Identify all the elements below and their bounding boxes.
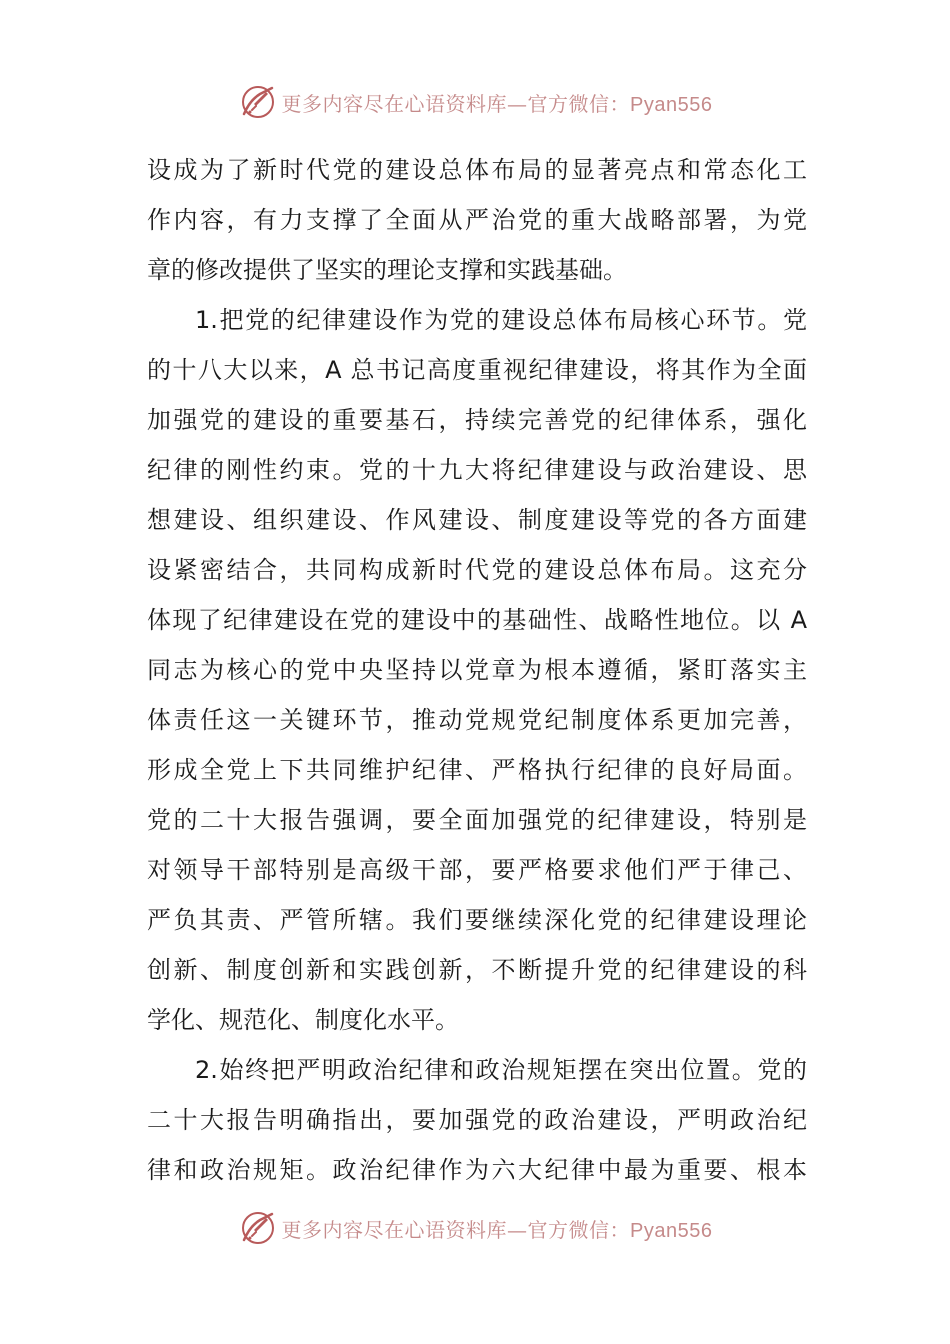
banner-site-text: 更多内容尽在心语资料库 (281, 1217, 508, 1242)
text-line: 体现了纪律建设在党的建设中的基础性、战略性地位。以 A (147, 606, 807, 634)
text-line: 设成为了新时代党的建设总体布局的显著亮点和常态化工 (147, 156, 807, 184)
text-line: 加强党的建设的重要基石，持续完善党的纪律体系，强化 (147, 406, 807, 434)
text-line: 章的修改提供了坚实的理论支撑和实践基础。 (147, 256, 627, 284)
banner-wechat-id: Pyan556 (630, 93, 713, 116)
text-line: 作内容，有力支撑了全面从严治党的重大战略部署，为党 (147, 206, 807, 234)
banner-wechat-label: 官方微信： (527, 91, 631, 116)
text-line: 2.始终把严明政治纪律和政治规矩摆在突出位置。党的 (195, 1056, 807, 1084)
banner-text (282, 1214, 713, 1243)
text-line: 形成全党上下共同维护纪律、严格执行纪律的良好局面。 (147, 756, 807, 784)
paragraph-1 (147, 145, 807, 295)
header-watermark-banner (0, 80, 950, 124)
document-body (147, 145, 807, 1195)
text-line: 律和政治规矩。政治纪律作为六大纪律中最为重要、根本 (147, 1156, 807, 1184)
banner-site-text: 更多内容尽在心语资料库 (281, 91, 508, 116)
banner-wechat-label: 官方微信： (527, 1217, 631, 1242)
text-line: 想建设、组织建设、作风建设、制度建设等党的各方面建 (147, 506, 807, 534)
banner-dash: — (507, 91, 528, 116)
banner-dash: — (507, 1217, 528, 1242)
text-line: 党的二十大报告强调，要全面加强党的纪律建设，特别是 (147, 806, 807, 834)
text-line: 二十大报告明确指出，要加强党的政治建设，严明政治纪 (147, 1106, 807, 1134)
text-line: 同志为核心的党中央坚持以党章为根本遵循，紧盯落实主 (147, 656, 807, 684)
text-line: 体责任这一关键环节，推动党规党纪制度体系更加完善， (147, 706, 807, 734)
pen-logo-icon (238, 1208, 278, 1248)
banner-text (282, 88, 713, 117)
text-line: 对领导干部特别是高级干部，要严格要求他们严于律己、 (147, 856, 807, 884)
paragraph-3 (147, 1045, 807, 1195)
text-line: 纪律的刚性约束。党的十九大将纪律建设与政治建设、思 (147, 456, 807, 484)
footer-watermark-banner (0, 1206, 950, 1250)
banner-wechat-id: Pyan556 (630, 1219, 713, 1242)
text-line: 1.把党的纪律建设作为党的建设总体布局核心环节。党 (195, 306, 807, 334)
text-line: 学化、规范化、制度化水平。 (147, 1006, 459, 1034)
text-line: 的十八大以来，A 总书记高度重视纪律建设，将其作为全面 (147, 356, 807, 384)
paragraph-2 (147, 295, 807, 1045)
text-line: 设紧密结合，共同构成新时代党的建设总体布局。这充分 (147, 556, 807, 584)
text-line: 创新、制度创新和实践创新，不断提升党的纪律建设的科 (147, 956, 807, 984)
text-line: 严负其责、严管所辖。我们要继续深化党的纪律建设理论 (147, 906, 807, 934)
pen-logo-icon (238, 82, 278, 122)
